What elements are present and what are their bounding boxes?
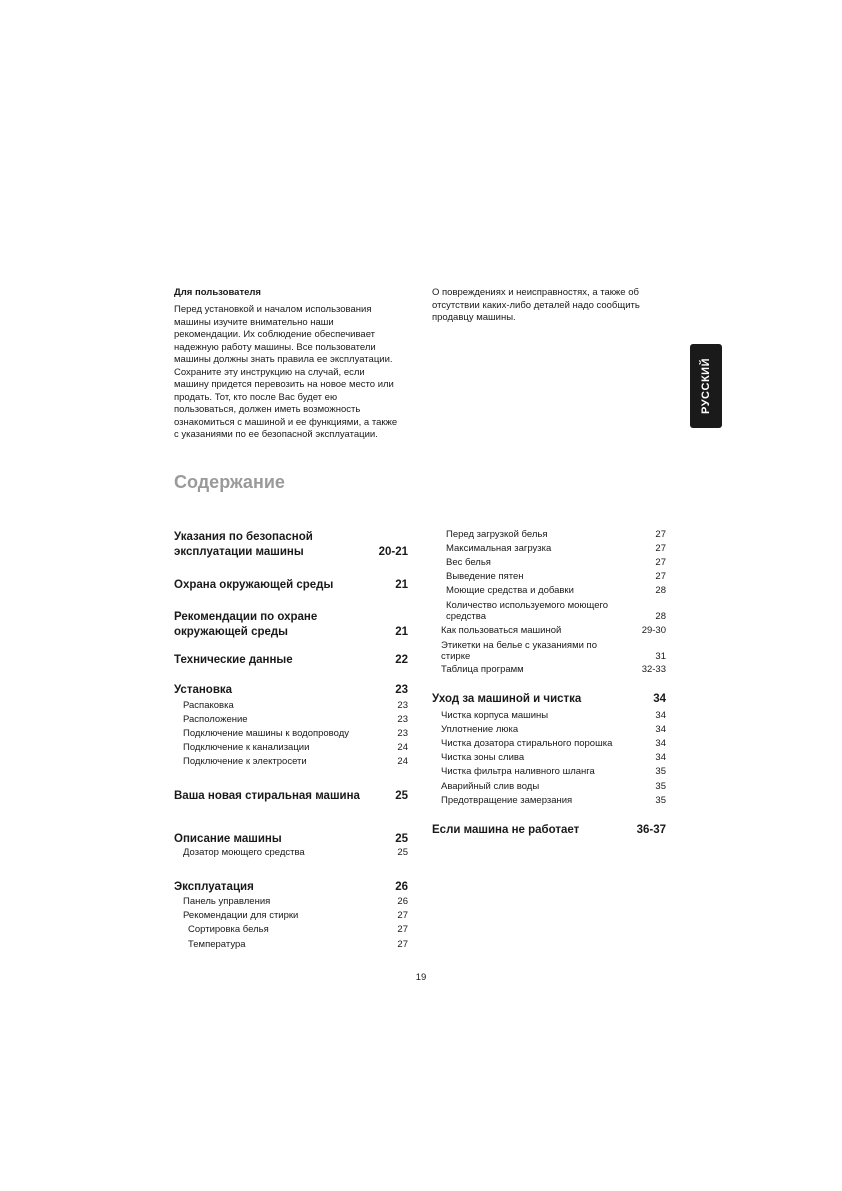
toc-entry [174,897,408,908]
toc-entry-page: 27 [655,529,666,540]
toc-entry-page: 25 [395,790,408,802]
toc-section-entry [174,530,408,560]
toc-entry [174,940,408,951]
toc-entry-title: Подключение к электросети [183,756,307,767]
damage-note-paragraph: О повреждениях и неисправностях, а также об отсутствии каких-либо деталей надо сообщить продавцу машины. [432,287,640,323]
toc-entry [432,601,666,622]
intro-paragraph: Перед установкой и началом использования машины изучите внимательно наши рекомендации. Их соблюдение обеспечивает надежную работу машины. Все пользователи машины должны знать правила ее эксплуатации. Сохраните эту инструкцию на случай, если машину придется перевозить на новое место или продать. Тот, кто после Вас будет ею пользоваться, должен иметь возможность ознакомиться с машиной и ее функциями, а также с указаниями по ее безопасной эксплуатации. [174,304,398,440]
toc-entry [174,757,408,768]
toc-entry-title: Установка [174,684,233,696]
toc-entry-title: Предотвращение замерзания [441,795,573,806]
toc-entry [432,544,666,555]
toc-entry [432,665,666,676]
toc-entry [432,558,666,569]
toc-entry-title: Уход за машиной и чистка [432,693,582,705]
language-tab [690,344,722,428]
toc-entry-title: Рекомендации для стирки [183,910,299,921]
toc-entry-title: Чистка зоны слива [441,752,525,763]
toc-entry [174,701,408,712]
toc-entry-title: Чистка корпуса машины [441,710,549,721]
toc-entry-page: 35 [655,781,666,792]
toc-entry-page: 23 [397,728,408,739]
toc-entry-title: Описание машины [174,833,282,845]
toc-entry-page: 31 [655,650,666,662]
toc-entry [432,530,666,541]
toc-entry-title: Моющие средства и добавки [446,585,574,596]
toc-entry-page: 28 [655,585,666,596]
toc-entry-page: 21 [395,579,408,591]
toc-entry-title: Дозатор моющего средства [183,847,305,858]
toc-section-entry [432,823,666,838]
toc-entry [174,911,408,922]
toc-entry-title: Выведение пятен [446,571,524,582]
toc-title: Содержание [174,472,285,492]
toc-section-entry [174,653,408,668]
toc-entry-title: Охрана окружающей среды [174,579,334,591]
toc-entry-title: Сортировка белья [188,924,269,935]
toc-entry-page: 34 [655,752,666,763]
toc-entry [432,739,666,750]
toc-entry-title: Если машина не работает [432,824,580,836]
toc-entry-page: 24 [397,756,408,767]
toc-entry-title: Технические данные [174,654,293,666]
toc-entry-page: 34 [655,724,666,735]
toc-entry [432,641,666,662]
toc-entry-title: Панель управления [183,896,271,907]
toc-entry-title: Указания по безопасной эксплуатации машины [174,531,313,558]
toc-entry-page: 29-30 [641,625,666,636]
toc-entry [174,848,408,859]
toc-entry-title: Чистка фильтра наливного шланга [441,766,595,777]
toc-entry-page: 23 [397,700,408,711]
toc-entry-page: 27 [655,543,666,554]
toc-entry-page: 27 [397,924,408,935]
toc-entry [432,572,666,583]
toc-entry-page: 27 [397,939,408,950]
toc-entry-page: 25 [395,833,408,845]
toc-entry-title: Этикетки на белье с указаниями по стирке [441,640,597,662]
toc-entry-page: 27 [655,571,666,582]
toc-entry-title: Аварийный слив воды [441,781,540,792]
toc-entry-page: 34 [653,693,666,705]
toc-entry-page: 25 [397,847,408,858]
toc-entry-title: Вес белья [446,557,491,568]
toc-entry-page: 32-33 [641,664,666,675]
page-number: 19 [415,972,427,983]
toc-entry-page: 26 [395,881,408,893]
toc-entry-title: Ваша новая стиральная машина [174,790,360,802]
toc-entry-title: Максимальная загрузка [446,543,552,554]
toc-entry-title: Температура [188,939,246,950]
toc-entry-title: Как пользоваться машиной [441,625,562,636]
toc-entry [432,711,666,722]
toc-entry-title: Уплотнение люка [441,724,519,735]
toc-entry [432,796,666,807]
toc-entry-title: Подключение к канализации [183,742,310,753]
language-tab-label: РУССКИЙ [700,358,713,414]
toc-entry-title: Количество используемого моющего средства [446,600,609,622]
toc-section-entry [174,880,408,895]
toc-entry-page: 27 [655,557,666,568]
toc-entry-page: 23 [397,714,408,725]
toc-entry-page: 36-37 [636,824,666,836]
toc-entry-page: 26 [397,896,408,907]
intro-damage-note [432,287,664,325]
toc-entry-page: 34 [655,710,666,721]
toc-entry-page: 34 [655,738,666,749]
toc-section-entry [174,832,408,847]
toc-entry-page: 24 [397,742,408,753]
toc-entry [432,725,666,736]
toc-entry-page: 21 [395,626,408,638]
toc-entry [432,586,666,597]
toc-entry-title: Эксплуатация [174,881,254,893]
toc-entry [432,767,666,778]
toc-entry [432,782,666,793]
toc-entry-title: Перед загрузкой белья [446,529,548,540]
toc-entry-page: 20-21 [378,546,408,558]
toc-entry-title: Распаковка [183,700,234,711]
toc-entry [174,743,408,754]
toc-entry-page: 23 [395,684,408,696]
toc-entry-title: Чистка дозатора стирального порошка [441,738,613,749]
toc-section-entry [174,683,408,698]
toc-entry-page: 35 [655,795,666,806]
toc-entry-title: Расположение [183,714,248,725]
toc-section-entry [174,789,408,804]
toc-entry [432,626,666,637]
toc-section-entry [174,578,408,593]
intro-heading: Для пользователя [174,287,261,298]
toc-entry-page: 28 [655,610,666,622]
toc-section-entry [432,692,666,707]
intro-user-section [174,287,399,442]
toc-entry-page: 22 [395,654,408,666]
toc-entry-title: Таблица программ [441,664,524,675]
toc-entry-title: Подключение машины к водопроводу [183,728,349,739]
toc-entry-title: Рекомендации по охране окружающей среды [174,611,318,638]
toc-entry-page: 35 [655,766,666,777]
toc-entry [174,729,408,740]
toc-entry [174,715,408,726]
toc-entry-page: 27 [397,910,408,921]
toc-entry [432,753,666,764]
toc-section-entry [174,610,408,640]
toc-entry [174,925,408,936]
